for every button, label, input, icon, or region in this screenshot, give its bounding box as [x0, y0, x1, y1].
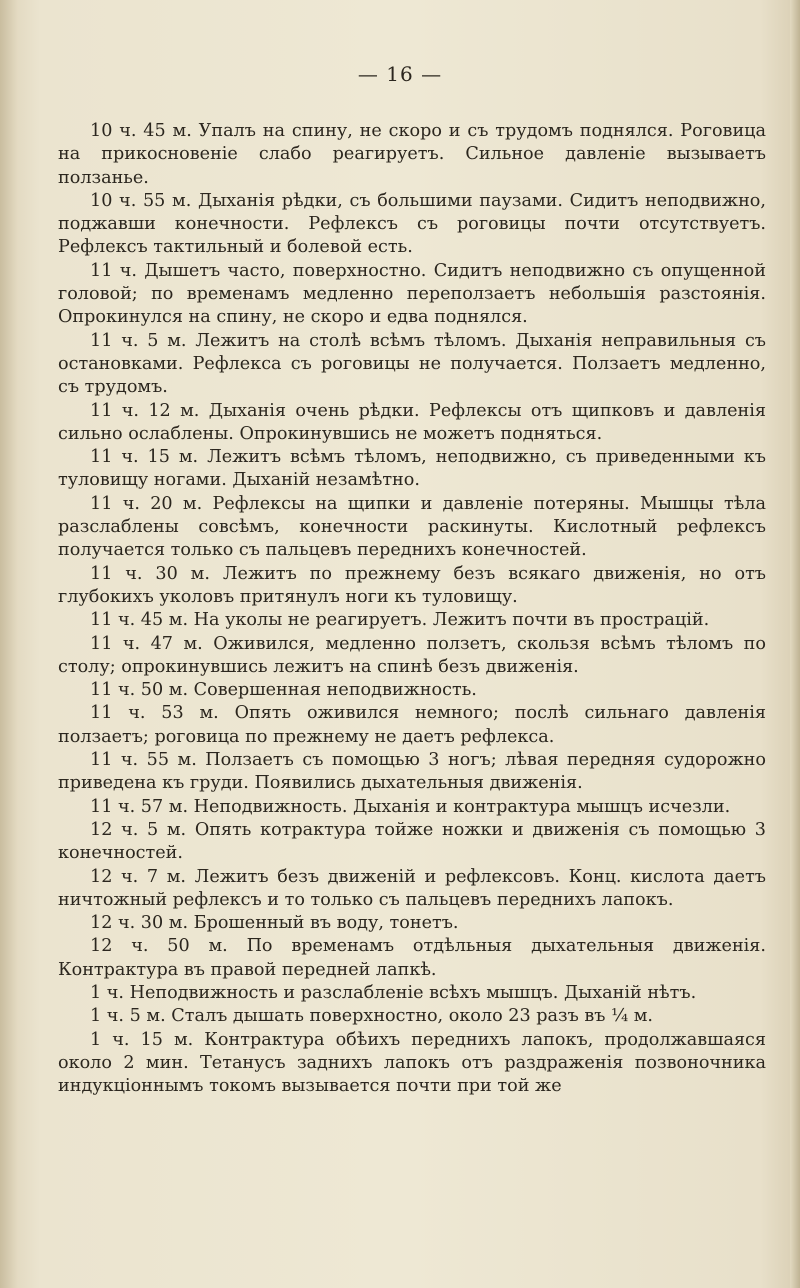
page-edge-shadow — [790, 0, 800, 1288]
log-entry-11-00: 11 ч. Дышетъ часто, поверхностно. Сидитъ неподвижно съ опущенной головой; по временамъ медленно переползаетъ небольшія разстоянія. Опрокинулся на спину, не скоро и едва поднялся. — [58, 260, 766, 328]
log-entry-11-12: 11 ч. 12 м. Дыханія очень рѣдки. Рефлексы отъ щипковъ и давленія сильно ослаблены. Опрокинувшись не можетъ подняться. — [58, 400, 766, 444]
log-entry-11-53: 11 ч. 53 м. Опять оживился немного; послѣ сильнаго давленія ползаетъ; роговица по прежнему не даетъ рефлекса. — [58, 703, 766, 747]
log-entry-11-20: 11 ч. 20 м. Рефлексы на щипки и давленіе потеряны. Мышцы тѣла разслаблены совсѣмъ, конечности раскинуты. Кислотный рефлексъ получается только съ пальцевъ переднихъ конечностей. — [58, 493, 766, 561]
log-entry-11-47: 11 ч. 47 м. Оживился, медленно ползетъ, скользя всѣмъ тѣломъ по столу; опрокинувшись лежитъ на спинѣ безъ движенія. — [58, 633, 766, 677]
log-entry-11-30: 11 ч. 30 м. Лежитъ по прежнему безъ всякаго движенія, но отъ глубокихъ уколовъ притянулъ ноги къ туловищу. — [58, 563, 766, 607]
log-entry-10-45: 10 ч. 45 м. Упалъ на спину, не скоро и съ трудомъ поднялся. Роговица на прикосновеніе слабо реагируетъ. Сильное давленіе вызываетъ ползанье. — [58, 121, 766, 188]
log-entry-10-55: 10 ч. 55 м. Дыханія рѣдки, съ большими паузами. Сидитъ неподвижно, поджавши конечности. Рефлексъ съ роговицы почти отсутствуетъ. Рефлексъ тактильный и болевой есть. — [58, 190, 766, 258]
log-entry-11-15: 11 ч. 15 м. Лежитъ всѣмъ тѣломъ, неподвижно, съ приведенными къ туловищу ногами. Дыханій незамѣтно. — [58, 447, 766, 491]
log-entry-12-07: 12 ч. 7 м. Лежитъ безъ движеній и рефлексовъ. Конц. кислота даетъ ничтожный рефлексъ и то только съ пальцевъ переднихъ лапокъ. — [58, 866, 766, 910]
log-entry-11-50: 11 ч. 50 м. Совершенная неподвижность. — [90, 680, 477, 701]
body-text — [58, 120, 766, 1098]
log-entry-12-50: 12 ч. 50 м. По временамъ отдѣльныя дыхательныя движенія. Контрактура въ правой передней лапкѣ. — [58, 936, 766, 980]
log-entry-12-30: 12 ч. 30 м. Брошенный въ воду, тонетъ. — [90, 913, 459, 934]
page-gutter-shadow — [0, 0, 18, 1288]
log-entry-11-55: 11 ч. 55 м. Ползаетъ съ помощью 3 ногъ; лѣвая передняя судорожно приведена къ груди. Появились дыхательныя движенія. — [58, 750, 766, 794]
log-entry-11-05: 11 ч. 5 м. Лежитъ на столѣ всѣмъ тѣломъ. Дыханія неправильныя съ остановками. Рефлекса съ роговицы не получается. Ползаетъ медленно, съ трудомъ. — [58, 330, 766, 398]
log-entry-1-00: 1 ч. Неподвижность и разслабленіе всѣхъ мышцъ. Дыханій нѣтъ. — [90, 982, 697, 1003]
log-entry-1-15: 1 ч. 15 м. Контрактура обѣихъ переднихъ лапокъ, продолжавшаяся около 2 мин. Тетанусъ заднихъ лапокъ отъ раздраженія позвоночника индукціоннымъ токомъ вызывается почти при той же — [58, 1029, 766, 1097]
page-number: — 16 — — [357, 62, 443, 86]
log-entry-12-05: 12 ч. 5 м. Опять котрактура тойже ножки и движенія съ помощью 3 конечностей. — [58, 819, 766, 864]
log-entry-11-57: 11 ч. 57 м. Неподвижность. Дыханія и контрактура мышцъ исчезли. — [90, 796, 731, 817]
log-entry-1-05: 1 ч. 5 м. Сталъ дышать поверхностно, около 23 разъ въ ¼ м. — [90, 1006, 653, 1027]
log-entry-11-45: 11 ч. 45 м. На уколы не реагируетъ. Лежитъ почти въ прострацій. — [90, 610, 710, 631]
